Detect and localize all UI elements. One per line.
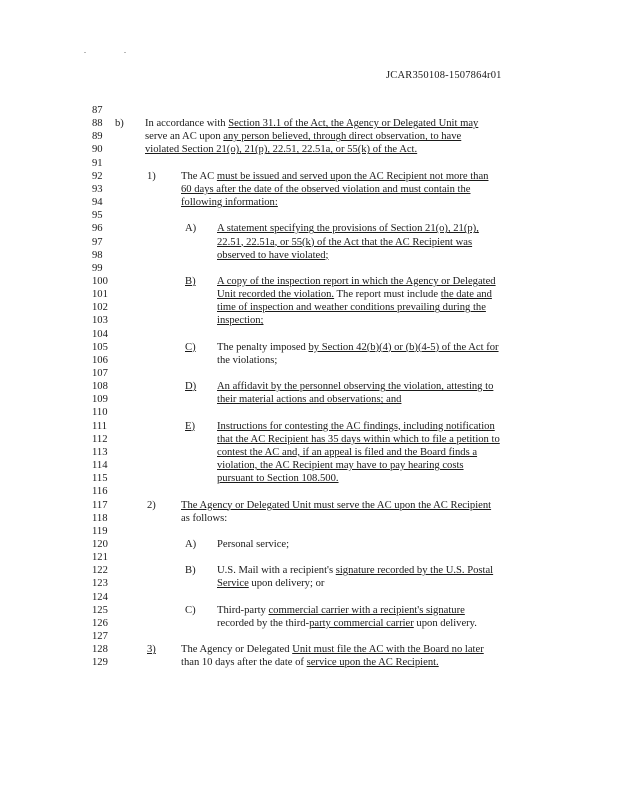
underlined-text: must be issued and served upon the AC Recipient not more than — [216, 170, 489, 182]
text-segment: The AC — [181, 170, 217, 182]
line-number: 125 — [92, 604, 108, 616]
line-text — [217, 236, 472, 250]
document-line — [0, 591, 618, 605]
line-text — [217, 564, 493, 578]
document-line — [0, 577, 618, 591]
line-number: 91 — [92, 157, 103, 169]
document-line — [0, 354, 618, 368]
document-line — [0, 499, 618, 513]
line-text — [217, 301, 486, 315]
document-line — [0, 143, 618, 157]
line-text — [181, 183, 470, 197]
document-line — [0, 420, 618, 434]
underlined-text: A statement specifying the provisions of Section 21(o), 21(p), — [217, 223, 479, 235]
text-segment: the violations; — [217, 354, 278, 366]
text-segment: as follows: — [181, 512, 228, 524]
document-line — [0, 222, 618, 236]
section-label: 3) — [147, 644, 156, 656]
underlined-text: party commercial carrier — [309, 617, 414, 629]
underlined-text: the date and — [440, 289, 492, 301]
document-line — [0, 551, 618, 565]
underlined-text: by Section 42(b)(4) or (b)(4-5) of the Act for — [308, 341, 499, 353]
document-line — [0, 196, 618, 210]
section-label: C) — [185, 341, 196, 353]
document-line — [0, 170, 618, 184]
underlined-text: any person believed, through direct observation, to have — [223, 131, 462, 143]
line-text — [217, 472, 339, 486]
section-label: D) — [185, 381, 197, 393]
document-line — [0, 183, 618, 197]
section-label: b) — [115, 118, 124, 130]
underlined-text: Unit must file the AC with the Board no later — [292, 644, 484, 656]
line-text — [181, 196, 278, 210]
underlined-text: time of inspection and weather conditions prevailing during the — [217, 302, 486, 314]
line-text — [181, 656, 439, 670]
text-segment: The penalty imposed — [217, 341, 309, 353]
underlined-text: observed to have violated; — [217, 249, 329, 261]
line-number: 116 — [92, 486, 108, 498]
line-text — [181, 643, 484, 657]
document-line — [0, 485, 618, 499]
line-number: 101 — [92, 289, 108, 301]
line-number: 121 — [92, 552, 108, 564]
line-number: 123 — [92, 578, 108, 590]
line-number: 90 — [92, 144, 103, 156]
text-segment: upon delivery; or — [248, 578, 325, 590]
underlined-text: Service — [217, 578, 249, 590]
document-line — [0, 472, 618, 486]
document-line — [0, 538, 618, 552]
underlined-text: violation, the AC Recipient may have to pay hearing costs — [217, 460, 464, 472]
line-number: 115 — [92, 473, 108, 485]
text-segment: recorded by the third- — [217, 617, 310, 629]
section-label: 1) — [147, 170, 156, 182]
underlined-text: pursuant to Section 108.500. — [217, 473, 339, 485]
line-text — [145, 143, 417, 157]
underlined-text: their material actions and observations; and — [217, 394, 402, 406]
line-number: 129 — [92, 657, 108, 669]
document-line — [0, 209, 618, 223]
text-segment: upon delivery. — [413, 617, 477, 629]
line-text — [217, 433, 500, 447]
section-label: A) — [185, 538, 197, 550]
line-number: 93 — [92, 183, 103, 195]
line-number: 118 — [92, 512, 108, 524]
line-number: 106 — [92, 354, 108, 366]
line-text — [217, 249, 329, 263]
document-line — [0, 512, 618, 526]
underlined-text: contest the AC and, if an appeal is filed and the Board finds a — [217, 446, 478, 458]
line-text — [217, 577, 324, 591]
line-text — [217, 380, 493, 394]
underlined-text: 22.51, 22.51a, or 55(k) of the Act that the AC Recipient was — [217, 236, 473, 248]
text-segment: U.S. Mail with a recipient's — [217, 565, 336, 577]
section-label: 2) — [147, 499, 156, 511]
line-number: 122 — [92, 565, 108, 577]
document-line — [0, 301, 618, 315]
line-number: 113 — [92, 446, 108, 458]
line-number: 120 — [92, 538, 108, 550]
line-number: 119 — [92, 525, 108, 537]
line-number: 99 — [92, 262, 103, 274]
line-text — [217, 617, 477, 631]
underlined-text: commercial carrier with a recipient's signature — [268, 604, 465, 616]
underlined-text: that the AC Recipient has 35 days within which to file a petition to — [217, 433, 500, 445]
document-line — [0, 249, 618, 263]
line-number: 87 — [92, 105, 103, 116]
document-line — [0, 406, 618, 420]
text-segment: Third-party — [217, 604, 269, 616]
document-line — [0, 617, 618, 631]
line-text — [217, 314, 264, 328]
line-text — [145, 117, 478, 131]
document-line — [0, 104, 618, 118]
document-line — [0, 262, 618, 276]
line-text — [217, 341, 499, 355]
line-text — [217, 393, 401, 407]
document-line — [0, 341, 618, 355]
line-number: 89 — [92, 131, 103, 143]
line-number: 96 — [92, 223, 103, 235]
document-line — [0, 459, 618, 473]
section-label: B) — [185, 275, 196, 287]
document-line — [0, 393, 618, 407]
line-number: 92 — [92, 170, 103, 182]
line-number: 100 — [92, 275, 108, 287]
text-segment: than 10 days after the date of — [181, 657, 307, 669]
line-text — [217, 275, 496, 289]
line-text — [217, 538, 289, 552]
line-text — [217, 446, 477, 460]
section-label: E) — [185, 420, 195, 432]
line-number: 111 — [92, 420, 108, 432]
document-line — [0, 564, 618, 578]
line-number: 127 — [92, 631, 108, 642]
line-number: 104 — [92, 328, 108, 340]
line-text — [217, 354, 277, 368]
line-text — [181, 512, 227, 526]
document-line — [0, 130, 618, 144]
document-line — [0, 433, 618, 447]
underlined-text: Instructions for contesting the AC findings, including notification — [217, 420, 495, 432]
underlined-text: violated Section 21(o), 21(p), 22.51, 22.51a, or 55(k) of the Act. — [145, 144, 418, 156]
line-text — [217, 420, 495, 434]
line-number: 103 — [92, 315, 108, 327]
line-number: 128 — [92, 644, 108, 656]
document-line — [0, 288, 618, 302]
line-number: 88 — [92, 118, 103, 130]
underlined-text: An affidavit by the personnel observing the violation, attesting to — [217, 381, 494, 393]
document-line — [0, 367, 618, 381]
underlined-text: 60 days after the date of the observed violation and must contain the — [181, 183, 471, 195]
underlined-text: Section 31.1 of the Act, the Agency or Delegated Unit may — [228, 118, 479, 130]
underlined-text: following information: — [181, 197, 278, 209]
line-text — [181, 499, 491, 513]
document-line — [0, 236, 618, 250]
underlined-text: A copy of the inspection report in which the Agency or Delegated — [217, 275, 496, 287]
text-segment: In accordance with — [145, 118, 229, 130]
line-text — [217, 288, 492, 302]
document-line — [0, 446, 618, 460]
document-line — [0, 643, 618, 657]
line-text — [217, 604, 465, 618]
document-line — [0, 525, 618, 539]
line-number: 114 — [92, 460, 108, 472]
text-segment: The report must include — [334, 289, 441, 301]
document-line — [0, 314, 618, 328]
underlined-text: service upon the AC Recipient. — [306, 657, 439, 669]
document-line — [0, 117, 618, 131]
line-text — [181, 170, 488, 184]
underlined-text: inspection; — [217, 315, 264, 327]
underlined-text: signature recorded by the U.S. Postal — [335, 565, 494, 577]
underlined-text: The Agency or Delegated Unit must serve the AC upon the AC Recipient — [181, 499, 492, 511]
line-number: 124 — [92, 591, 108, 603]
line-text — [145, 130, 461, 144]
line-number: 102 — [92, 302, 108, 314]
document-id: JCAR350108-1507864r01 — [386, 70, 502, 81]
section-label: A) — [185, 223, 197, 235]
text-segment: serve an AC upon — [145, 131, 224, 143]
line-number: 107 — [92, 368, 108, 379]
underlined-text: Unit recorded the violation. — [217, 289, 335, 301]
document-line — [0, 328, 618, 342]
line-number: 97 — [92, 236, 103, 248]
line-number: 110 — [92, 407, 108, 419]
line-number: 98 — [92, 249, 103, 261]
line-number: 109 — [92, 394, 108, 406]
scan-specks: . . — [84, 46, 144, 55]
document-line — [0, 275, 618, 289]
line-text — [217, 459, 464, 473]
line-text — [217, 222, 479, 236]
document-line — [0, 656, 618, 670]
line-number: 126 — [92, 617, 108, 629]
text-segment: Personal service; — [217, 538, 290, 550]
line-number: 105 — [92, 341, 108, 353]
text-segment: The Agency or Delegated — [181, 644, 293, 656]
line-number: 117 — [92, 499, 108, 511]
line-number: 108 — [92, 381, 108, 393]
document-line — [0, 380, 618, 394]
line-number: 95 — [92, 210, 103, 222]
section-label: B) — [185, 565, 196, 577]
document-line — [0, 157, 618, 171]
section-label: C) — [185, 604, 196, 616]
document-line — [0, 630, 618, 644]
line-number: 112 — [92, 433, 108, 445]
line-number: 94 — [92, 197, 103, 209]
document-line — [0, 604, 618, 618]
